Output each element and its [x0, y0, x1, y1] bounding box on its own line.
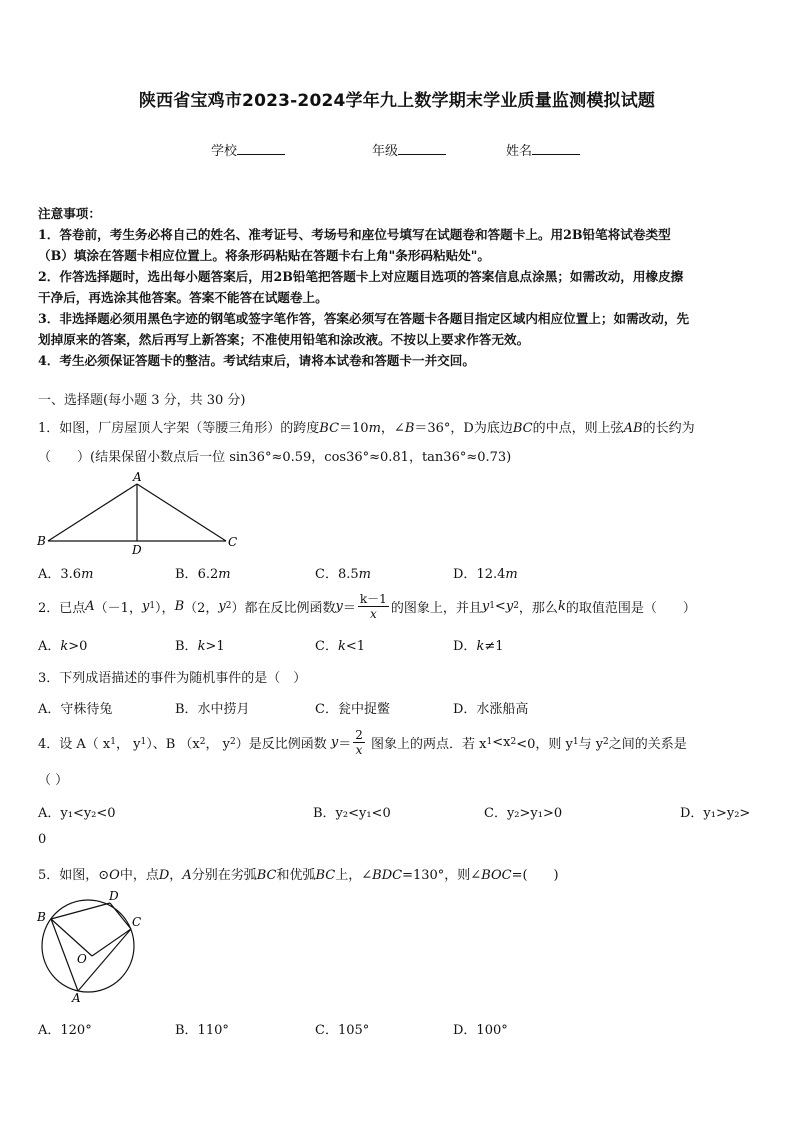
q3-option-b[interactable]: B．水中捞月 — [175, 702, 250, 717]
notice-heading: 注意事项： — [38, 206, 101, 221]
q4-option-a[interactable]: A．y₁<y₂<0 — [38, 806, 116, 821]
q2-option-d[interactable]: D．k≠1 — [453, 639, 504, 654]
q1-text: ＝36° — [414, 421, 451, 436]
q1-var: B — [404, 421, 415, 436]
label-c: C — [228, 535, 238, 549]
q3-option-a[interactable]: A．守株待兔 — [38, 702, 113, 717]
q1-option-d[interactable]: D．12.4m — [453, 567, 518, 582]
q1-option-a[interactable]: A．3.6m — [38, 567, 94, 582]
label-d: D — [132, 543, 142, 557]
name-label: 姓名 — [506, 144, 533, 159]
q5-option-d[interactable]: D．100° — [453, 1023, 508, 1038]
name-field — [506, 140, 580, 159]
segment-ac — [137, 484, 226, 541]
notice-line: 3．非选择题必须用黑色字迹的钢笔或签字笔作答，答案必须写在答题卡各题目指定区域内相应位置上；如需改动，先 — [38, 311, 690, 326]
question-2-stem: 2．已点 A （－1， y 1 ）， B （2， y 2 ）都在反比例函数 y ＝ $\frac{k-1}{x}$ 的图象上，并且 y 1 < y 2 ，那么 k 的取值范围是（ ） — [38, 591, 696, 621]
q1-var: BC — [319, 421, 340, 436]
question-1-hint: （ ）(结果保留小数点后一位 sin36°≈0.59，cos36°≈0.81，tan36°≈0.73) — [38, 450, 512, 465]
segment-dc — [110, 903, 131, 929]
notice-line: （B）填涂在答题卡相应位置上。将条形码粘贴在答题卡右上角"条形码粘贴处"。 — [38, 248, 490, 263]
grade-field — [372, 140, 446, 159]
q2-option-b[interactable]: B．k>1 — [175, 639, 225, 654]
segment-bo — [51, 919, 92, 956]
school-label: 学校 — [211, 144, 238, 159]
notice-line: 2．作答选择题时，选出每小题答案后，用2B铅笔把答题卡上对应题目选项的答案信息点涂黑；如需改动，用橡皮擦 — [38, 269, 684, 284]
q2-option-a[interactable]: A．k>0 — [38, 639, 88, 654]
q4-option-b[interactable]: B．y₂<y₁<0 — [313, 806, 391, 821]
q3-option-c[interactable]: C．瓮中捉鳖 — [315, 702, 390, 717]
segment-bd — [51, 903, 110, 919]
q1-option-c[interactable]: C．8.5m — [315, 567, 371, 582]
label-b: B — [37, 534, 46, 548]
question-4-stem: 4．设 A（ x 1 ， y 1 ）、B （x 2 ， y 2 ）是反比例函数 y ＝ $\frac{2}{x}$ 图象上的两点．若 x 1 <x 2 <0，则 y 1 与 y 2 之间的关系是 — [38, 727, 687, 757]
q1-text: 的长约为 — [642, 421, 695, 436]
label-o: O — [77, 952, 87, 966]
q1-var: BC — [512, 421, 533, 436]
question-1-stem — [38, 417, 695, 436]
question-5-stem: 5．如图，⊙O中，点D，A分别在劣弧BC和优弧BC上，∠BDC=130°，则∠BOC=( ) — [38, 868, 559, 883]
q2-option-c[interactable]: C．k<1 — [315, 639, 366, 654]
q1-var: AB — [623, 421, 643, 436]
q5-option-c[interactable]: C．105° — [315, 1023, 370, 1038]
q5-circle-figure — [30, 884, 150, 1006]
q3-option-d[interactable]: D．水涨船高 — [453, 702, 529, 717]
q4-fraction: $\frac{2}{x}$ — [355, 727, 363, 757]
q1-text: 的中点，则上弦 — [532, 421, 624, 436]
page-title: 陕西省宝鸡市2023-2024学年九上数学期末学业质量监测模拟试题 — [138, 91, 656, 111]
section-heading: 一、选择题(每小题 3 分，共 30 分) — [38, 393, 246, 408]
q1-text: 1．如图，厂房屋顶人字架（等腰三角形）的跨度 — [38, 421, 320, 436]
school-field — [211, 140, 285, 159]
q4-option-d-tail: 0 — [38, 832, 47, 847]
q4-option-c[interactable]: C．y₂>y₁>0 — [484, 806, 563, 821]
label-a: A — [133, 470, 142, 484]
segment-ba — [51, 919, 78, 991]
q1-triangle-figure — [34, 468, 244, 558]
grade-blank — [398, 141, 446, 155]
label-a: A — [72, 991, 81, 1005]
circle-o — [42, 900, 134, 992]
q5-option-a[interactable]: A．120° — [38, 1023, 92, 1038]
label-c: C — [132, 915, 142, 929]
name-blank — [532, 141, 580, 155]
notice-line: 划掉原来的答案，然后再写上新答案；不准使用铅笔和涂改液。不按以上要求作答无效。 — [38, 332, 530, 347]
q1-text: ＝10 — [339, 421, 369, 436]
grade-label: 年级 — [372, 144, 399, 159]
school-blank — [237, 141, 285, 155]
q4-option-d[interactable]: D．y₁>y₂> — [680, 806, 751, 821]
segment-ab — [48, 484, 137, 541]
q1-text: ，D为底边 — [450, 421, 513, 436]
q1-option-b[interactable]: B．6.2m — [175, 567, 231, 582]
question-4-bracket: （ ） — [38, 773, 69, 788]
q1-text: ，∠ — [380, 421, 405, 436]
question-3-stem: 3．下列成语描述的事件为随机事件的是（ ） — [38, 671, 307, 686]
q2-fraction: $\frac{k-1}{x}$ — [359, 591, 387, 621]
label-d: D — [109, 889, 119, 903]
q1-var: m — [368, 421, 381, 436]
q5-option-b[interactable]: B．110° — [175, 1023, 229, 1038]
notice-line: 4．考生必须保证答题卡的整洁。考试结束后，请将本试卷和答题卡一并交回。 — [38, 353, 475, 368]
notice-line: 1．答卷前，考生务必将自己的姓名、准考证号、考场号和座位号填写在试题卷和答题卡上。用2B铅笔将试卷类型 — [38, 227, 671, 242]
notice-line: 干净后，再选涂其他答案。答案不能答在试题卷上。 — [38, 290, 328, 305]
label-b: B — [37, 910, 46, 924]
